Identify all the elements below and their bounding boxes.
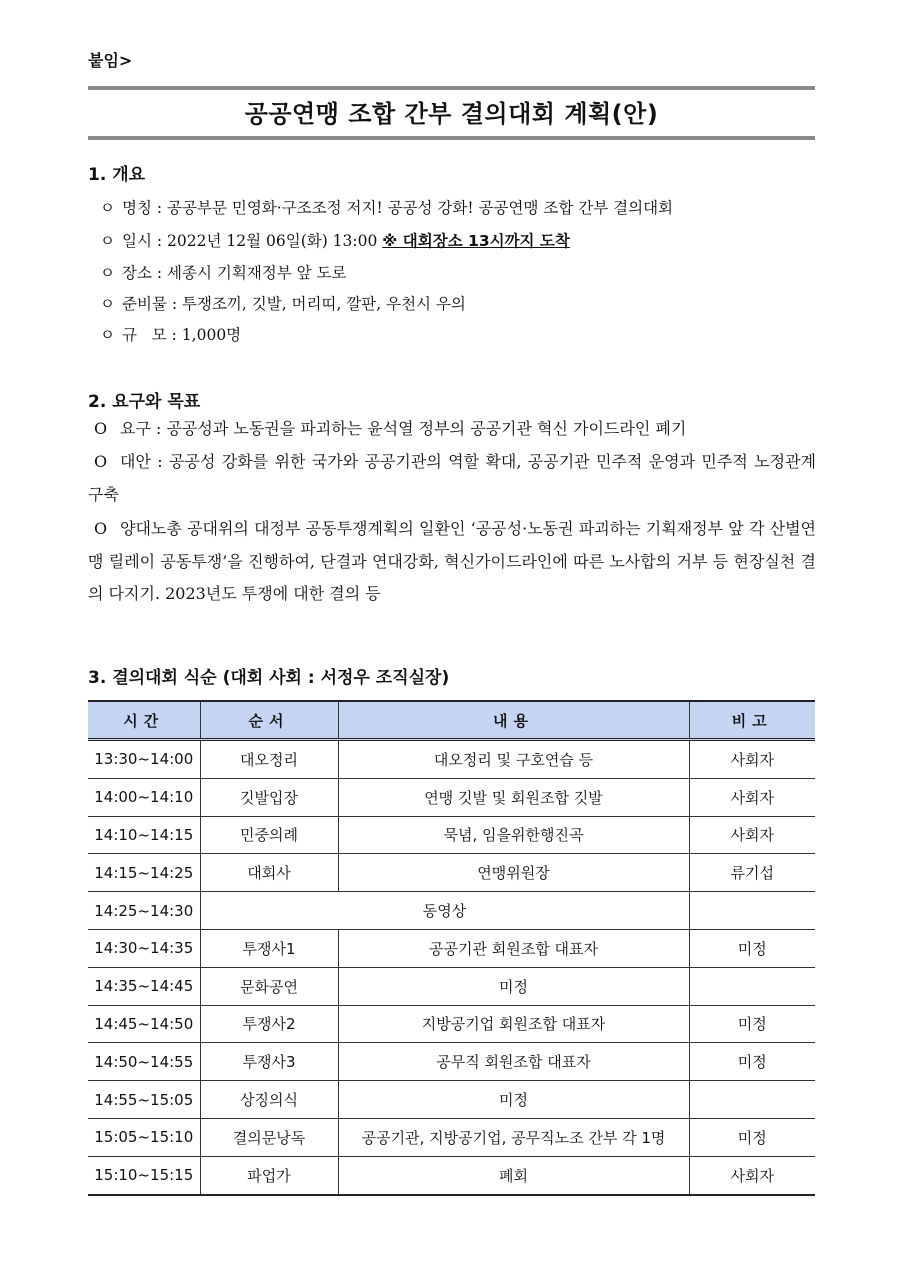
table-row	[88, 778, 815, 816]
title-rule-bottom	[88, 136, 815, 140]
section3-heading: 3. 결의대회 식순 (대회 사회 : 서정우 조직실장)	[88, 668, 450, 688]
cell-time: 15:10~15:15	[88, 1156, 200, 1194]
cell-note: 미정	[689, 1043, 815, 1081]
cell-note: 사회자	[689, 778, 815, 816]
overview-item	[100, 196, 673, 218]
cell-time: 14:45~14:50	[88, 1005, 200, 1043]
cell-note: 류기섭	[689, 854, 815, 892]
bullet-mark: O	[94, 519, 108, 538]
table-row	[88, 1005, 815, 1043]
goals-paragraph	[88, 513, 816, 611]
overview-text: 규 모 : 1,000명	[122, 326, 242, 344]
section1-heading: 1. 개요	[88, 165, 146, 185]
bullet-mark: ㅇ	[100, 326, 115, 344]
cell-time: 13:30~14:00	[88, 740, 200, 779]
table-row	[88, 854, 815, 892]
goals-paragraph	[88, 446, 816, 511]
table-header-row	[88, 701, 815, 740]
overview-text: 준비물 : 투쟁조끼, 깃발, 머리띠, 깔판, 우천시 우의	[122, 295, 466, 313]
column-header-content: 내용	[338, 701, 689, 740]
cell-content: 지방공기업 회원조합 대표자	[338, 1005, 689, 1043]
overview-item	[100, 323, 241, 345]
bullet-mark: ㅇ	[100, 295, 115, 313]
cell-content: 연맹 깃발 및 회원조합 깃발	[338, 778, 689, 816]
cell-note: 사회자	[689, 740, 815, 779]
cell-note: 사회자	[689, 1156, 815, 1194]
bullet-mark: ㅇ	[100, 199, 115, 217]
cell-order: 민중의례	[200, 816, 338, 854]
table-row	[88, 1118, 815, 1156]
table-row	[88, 1156, 815, 1194]
cell-content: 폐회	[338, 1156, 689, 1194]
cell-time: 14:25~14:30	[88, 892, 200, 930]
cell-content: 미정	[338, 1081, 689, 1119]
cell-order: 투쟁사2	[200, 1005, 338, 1043]
goals-paragraph	[88, 413, 816, 446]
cell-content: 공무직 회원조합 대표자	[338, 1043, 689, 1081]
overview-text: 일시 : 2022년 12월 06일(화) 13:00	[122, 232, 383, 250]
page-title: 공공연맹 조합 간부 결의대회 계획(안)	[244, 100, 659, 128]
cell-time: 14:35~14:45	[88, 967, 200, 1005]
cell-order: 결의문낭독	[200, 1118, 338, 1156]
overview-item	[100, 229, 570, 251]
table-row	[88, 967, 815, 1005]
cell-content: 공공기관 회원조합 대표자	[338, 929, 689, 967]
cell-time: 15:05~15:10	[88, 1118, 200, 1156]
table-row	[88, 816, 815, 854]
overview-text: 장소 : 세종시 기획재정부 앞 도로	[122, 264, 347, 282]
table-row	[88, 1043, 815, 1081]
table-row	[88, 740, 815, 779]
bullet-mark: ㅇ	[100, 264, 115, 282]
attachment-label: 붙임>	[88, 51, 133, 70]
paragraph-text: 양대노총 공대위의 대정부 공동투쟁계획의 일환인 ‘공공성·노동권 파괴하는 기획재정부 앞 각 산별연맹 릴레이 공동투쟁’을 진행하여, 단결과 연대강화, 혁신가이드라인에 따른 노사합의 거부 등 현장실천 결의 다지기. 2023년도 투쟁에 대한 결의 등	[88, 519, 816, 603]
column-header-time: 시간	[88, 701, 200, 740]
cell-content: 공공기관, 지방공기업, 공무직노조 간부 각 1명	[338, 1118, 689, 1156]
cell-note: 미정	[689, 1005, 815, 1043]
cell-time: 14:30~14:35	[88, 929, 200, 967]
column-header-order: 순서	[200, 701, 338, 740]
cell-note	[689, 892, 815, 930]
table-row	[88, 929, 815, 967]
column-header-note: 비고	[689, 701, 815, 740]
section2-heading: 2. 요구와 목표	[88, 392, 201, 412]
cell-time: 14:55~15:05	[88, 1081, 200, 1119]
cell-order: 깃발입장	[200, 778, 338, 816]
overview-text: 명칭 : 공공부문 민영화·구조조정 저지! 공공성 강화! 공공연맹 조합 간부 결의대회	[122, 199, 674, 217]
paragraph-text: 요구 : 공공성과 노동권을 파괴하는 윤석열 정부의 공공기관 혁신 가이드라인 폐기	[120, 419, 687, 438]
cell-note	[689, 1081, 815, 1119]
cell-time: 14:15~14:25	[88, 854, 200, 892]
program-table	[88, 700, 815, 1196]
bullet-mark: O	[94, 452, 108, 471]
arrival-notice: ※ 대회장소 13시까지 도착	[382, 232, 570, 250]
cell-content: 묵념, 임을위한행진곡	[338, 816, 689, 854]
cell-order: 상징의식	[200, 1081, 338, 1119]
cell-content: 연맹위원장	[338, 854, 689, 892]
cell-content: 대오정리 및 구호연습 등	[338, 740, 689, 779]
cell-content: 미정	[338, 967, 689, 1005]
cell-note: 미정	[689, 929, 815, 967]
cell-order: 파업가	[200, 1156, 338, 1194]
cell-time: 14:00~14:10	[88, 778, 200, 816]
table-row	[88, 1081, 815, 1119]
cell-time: 14:10~14:15	[88, 816, 200, 854]
cell-content-merged: 동영상	[200, 892, 689, 930]
cell-time: 14:50~14:55	[88, 1043, 200, 1081]
cell-order: 대회사	[200, 854, 338, 892]
bullet-mark: ㅇ	[100, 232, 115, 250]
cell-order: 투쟁사1	[200, 929, 338, 967]
title-rule-top	[88, 86, 815, 90]
paragraph-text: 대안 : 공공성 강화를 위한 국가와 공공기관의 역할 확대, 공공기관 민주적 운영과 민주적 노정관계 구축	[88, 452, 816, 504]
cell-order: 문화공연	[200, 967, 338, 1005]
overview-item	[100, 261, 347, 283]
cell-order: 대오정리	[200, 740, 338, 779]
table-row	[88, 892, 815, 930]
overview-item	[100, 292, 466, 314]
cell-note	[689, 967, 815, 1005]
cell-note: 사회자	[689, 816, 815, 854]
cell-note: 미정	[689, 1118, 815, 1156]
cell-order: 투쟁사3	[200, 1043, 338, 1081]
bullet-mark: O	[94, 419, 108, 438]
